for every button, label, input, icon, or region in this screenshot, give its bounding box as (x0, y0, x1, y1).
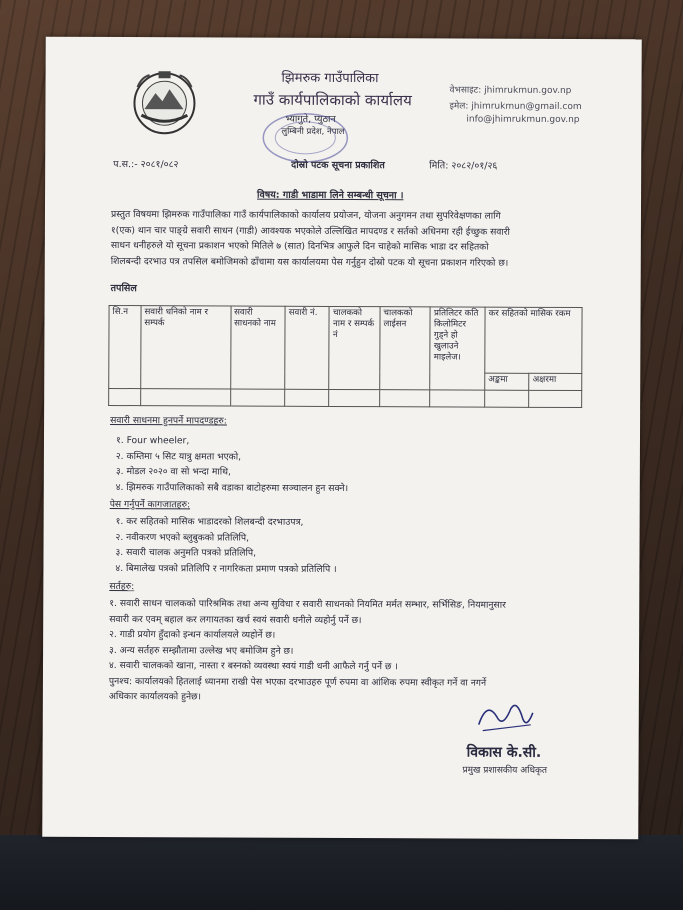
list-item: १. कर सहितको मासिक भाडादरको शिलबन्दी दरभाउपत्र, (115, 516, 304, 528)
intro-line: साधन धनीहरुले यो सूचना प्रकाशन भएको मितिले ७ (सात) दिनभित्र आफुले दिन चाहेको मासिक भाडा दर सहितको (110, 239, 489, 253)
table-empty-cell (141, 389, 231, 406)
email-secondary[interactable]: info@jhimrukmun.gov.np (466, 114, 580, 126)
list-item: अधिकार कार्यालयको हुनेछ। (108, 690, 202, 703)
email-primary[interactable]: jhimrukmun@gmail.com (471, 101, 582, 113)
table-empty-cell (430, 390, 485, 407)
table-header-cell: सि.न (109, 305, 141, 388)
table-empty-cell (529, 390, 582, 407)
table-empty-cell (380, 390, 431, 407)
list-item: सवारी कर एवम् बहाल कर लगायतका खर्च स्वयं सवारी धनीले व्यहोर्नु पर्ने छ। (109, 613, 362, 626)
documents-list (115, 514, 337, 577)
office-province: लुम्बिनी प्रदेश, नेपाल (281, 126, 345, 138)
signatory-designation: प्रमुख प्रशासकीय अधिकृत (462, 765, 548, 776)
intro-line: शिलबन्दी दरभाउ पत्र तपसिल बमोजिमको ढाँचामा यस कार्यालयमा पेस गर्नुहुन दोस्रो पटक यो सूचना प्रकाशन गरिएको छ। (110, 255, 509, 269)
list-item: २. नवीकरण भएको ब्लुबुकको प्रतिलिपि, (115, 531, 250, 544)
letter-number: प.स.:- २०८१/०८२ (113, 158, 179, 171)
list-item: ४. झिमरुक गाउँपालिकाको सबै वडाका बाटोहरुमा सञ्चालन हुन सक्ने। (115, 481, 349, 494)
notice-document (42, 37, 641, 840)
office-subtitle: गाउँ कार्यपालिकाको कार्यालय (253, 90, 412, 110)
table-header-cell: सवारी नं. (285, 306, 330, 389)
table-empty-cell (329, 389, 380, 406)
list-item: १. Four wheeler, (115, 435, 190, 447)
signature-mark-icon (473, 695, 537, 737)
intro-line: १(एक) थान चार पाङ्ग्रे सवारी साधन (गाडी) आवश्यक भएकोले उल्लिखित मापदण्ड र सर्तको अधिनमा रही ईच्छुक सवारी (110, 224, 510, 238)
floor-shadow (0, 835, 683, 910)
criteria-heading: सवारी साधनमा हुनपर्ने मापदण्डहरु: (110, 414, 227, 427)
table-empty-cell (485, 390, 529, 407)
website-line (449, 82, 571, 96)
tapsil-heading: तपसिल (110, 282, 137, 295)
signatory-name: विकास के.सी. (466, 744, 542, 761)
list-item: ३. सवारी चालक अनुमति पत्रको प्रतिलिपि, (115, 547, 257, 559)
conditions-heading: सर्तहरु: (109, 580, 135, 593)
list-item: २. गाडी प्रयोग हुँदाको इन्धन कार्यालयले व्यहोर्ने छ। (109, 628, 276, 641)
list-item: ३. अन्य सर्तहरु सम्झौतामा उल्लेख भए बमोजिम हुने छ। (109, 644, 294, 657)
list-item: १. सवारी साधन चालकको पारिश्रमिक तथा अन्य सुविधा र सवारी साधनको नियमित मर्मत सम्भार, सर्भिसिङ, नियमानुसार (109, 597, 506, 611)
government-emblem-icon (127, 67, 201, 137)
documents-heading: पेस गर्नुपर्ने कागजातहरु: (109, 498, 191, 511)
list-item: २. कम्तिमा ५ सिट यात्रु क्षमता भएको, (115, 450, 242, 463)
table-empty-cell (230, 389, 285, 406)
table-subheader-cell: अङ्कमा (485, 373, 529, 390)
list-item: ४. सवारी चालकको खाना, नास्ता र बस्नको व्यवस्था स्वयं गाडी धनी आफैले गर्नु पर्ने छ । (108, 659, 398, 673)
table-empty-cell (285, 389, 329, 406)
email-line (449, 98, 581, 112)
table-row (109, 388, 582, 407)
office-location: भ्यागुते, प्युठान (285, 113, 336, 125)
office-name: झिमरुक गाउँपालिका (281, 70, 379, 87)
list-item: पुनश्च: कार्यालयको हितलाई ध्यानमा राखी पेस भएका दरभाउहरु पूर्ण रुपमा वा आंशिक रुपमा स्वीकृत गर्ने वा नगर्ने (108, 675, 487, 689)
table-subheader-cell: अक्षरमा (529, 373, 582, 390)
table-header-cell: सवारी धनिको नाम र सम्पर्क (141, 306, 231, 389)
email-label: इमेल: (449, 101, 469, 112)
table-header-cell: कर सहितको मासिक रकम (485, 307, 582, 373)
notice-subject: विषय: गाडी भाडामा लिने सम्बन्धी सूचना । (257, 189, 404, 202)
list-item: ३. मोडल २०२० वा सो भन्दा माथि, (115, 466, 231, 478)
website-label: वेभसाइट: (449, 85, 482, 96)
notice-title: दोस्रो पटक सूचना प्रकाशित (291, 159, 385, 172)
table-header-cell: चालकको नाम र सम्पर्क नं (329, 306, 380, 389)
intro-line: प्रस्तुत विषयमा झिमरुक गाउँपालिका गाउँ कार्यपालिकाको कार्यालय प्रयोजन, योजना अनुगमन तथा सुपरिवेक्षणका लागि (110, 208, 501, 222)
criteria-list (116, 433, 349, 496)
conditions-list (109, 596, 506, 706)
table-empty-cell (109, 388, 141, 405)
table-header-cell: चालकको लाईसन (380, 307, 431, 390)
quotation-format-table (108, 305, 582, 408)
list-item: ४. बिमालेख पत्रको प्रतिलिपि र नागरिकता प्रमाण पत्रको प्रतिलिपि । (115, 562, 337, 575)
table-header-cell: प्रतिलिटर कति किलोमिटर गुड्ने हो खुलाउने माइलेज। (430, 307, 485, 390)
notice-date: मिति: २०८२/०१/२६ (429, 160, 498, 172)
table-row (109, 305, 582, 373)
website-url[interactable]: jhimrukmun.gov.np (484, 85, 572, 96)
intro-paragraph (111, 207, 510, 271)
table-header-cell: सवारी साधनको नाम (230, 306, 285, 389)
